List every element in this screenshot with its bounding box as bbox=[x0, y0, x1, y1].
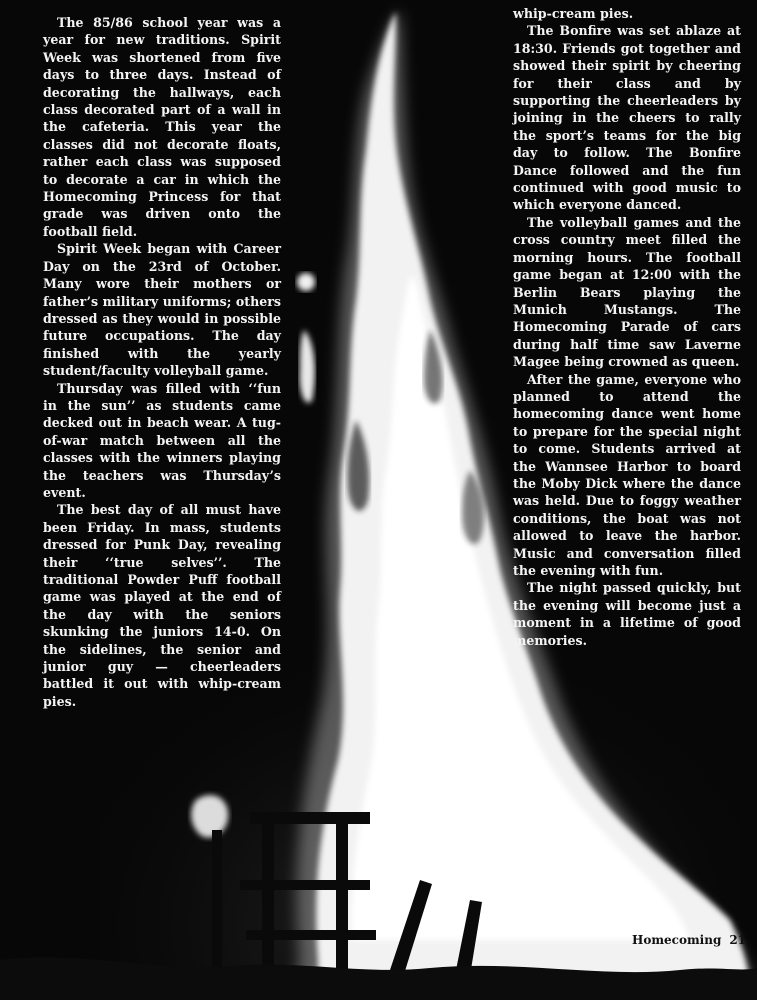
article-right-column bbox=[513, 5, 741, 649]
article-paragraph: The volleyball games and the cross country meet filled the morning hours. The football game began at 12:00 with the Berlin Bears playing the Munich Mustangs. The Homecoming Parade of cars during half time saw Laverne Magee being crowned as queen. bbox=[513, 214, 741, 370]
article-paragraph: The 85/86 school year was a year for new traditions. Spirit Week was shortened from five days to three days. Instead of decorating the hallways, each class decorated part of a wall in the cafeteria. This year the classes did not decorate floats, rather each class was supposed to decorate a car in which the Homecoming Princess for that grade was driven onto the football field. bbox=[43, 15, 281, 239]
article-paragraph: Spirit Week began with Career Day on the 23rd of October. Many wore their mothers or father’s military uniforms; others dressed as they would in possible future occupations. The day finished with the yearly student/faculty volleyball game. bbox=[43, 241, 281, 379]
article-paragraph: The Bonfire was set ablaze at 18:30. Friends got together and showed their spirit by cheering for their class and by supporting the cheerleaders by joining in the cheers to rally the sport’s teams for the big day to follow. The Bonfire Dance followed and the fun continued with good music to which everyone danced. bbox=[513, 23, 741, 213]
spark bbox=[297, 273, 315, 291]
article-continuation: whip-cream pies. bbox=[513, 6, 634, 21]
article-paragraph: The night passed quickly, but the evening will become just a moment in a lifetime of good memories. bbox=[513, 580, 741, 648]
article-paragraph: After the game, everyone who planned to attend the homecoming dance went home to prepare for the special night to come. Students arrived at the Wannsee Harbor to board the Moby Dick where the dance was held. Due to foggy weather conditions, the boat was not allowed to leave the harbor. Music and conversation filled the evening with fun. bbox=[513, 371, 741, 578]
page-folio bbox=[632, 933, 746, 947]
article-paragraph: The best day of all must have been Friday. In mass, students dressed for Punk Day, revealing their ‘‘true selves’’. The traditional Powder Puff football game was played at the end of the day with the seniors skunking the juniors 14-0. On the sidelines, the senior and junior guy — cheerleaders battled it out with whip-cream pies. bbox=[43, 502, 281, 709]
article-paragraph: Thursday was filled with ‘‘fun in the sun’’ as students came decked out in beach wear. A tug-of-war match between all the classes with the winners playing the teachers was Thursday’s event. bbox=[43, 380, 281, 500]
article-left-column bbox=[43, 14, 281, 710]
folio-section: Homecoming bbox=[632, 933, 722, 947]
page-number: 21 bbox=[729, 933, 747, 947]
